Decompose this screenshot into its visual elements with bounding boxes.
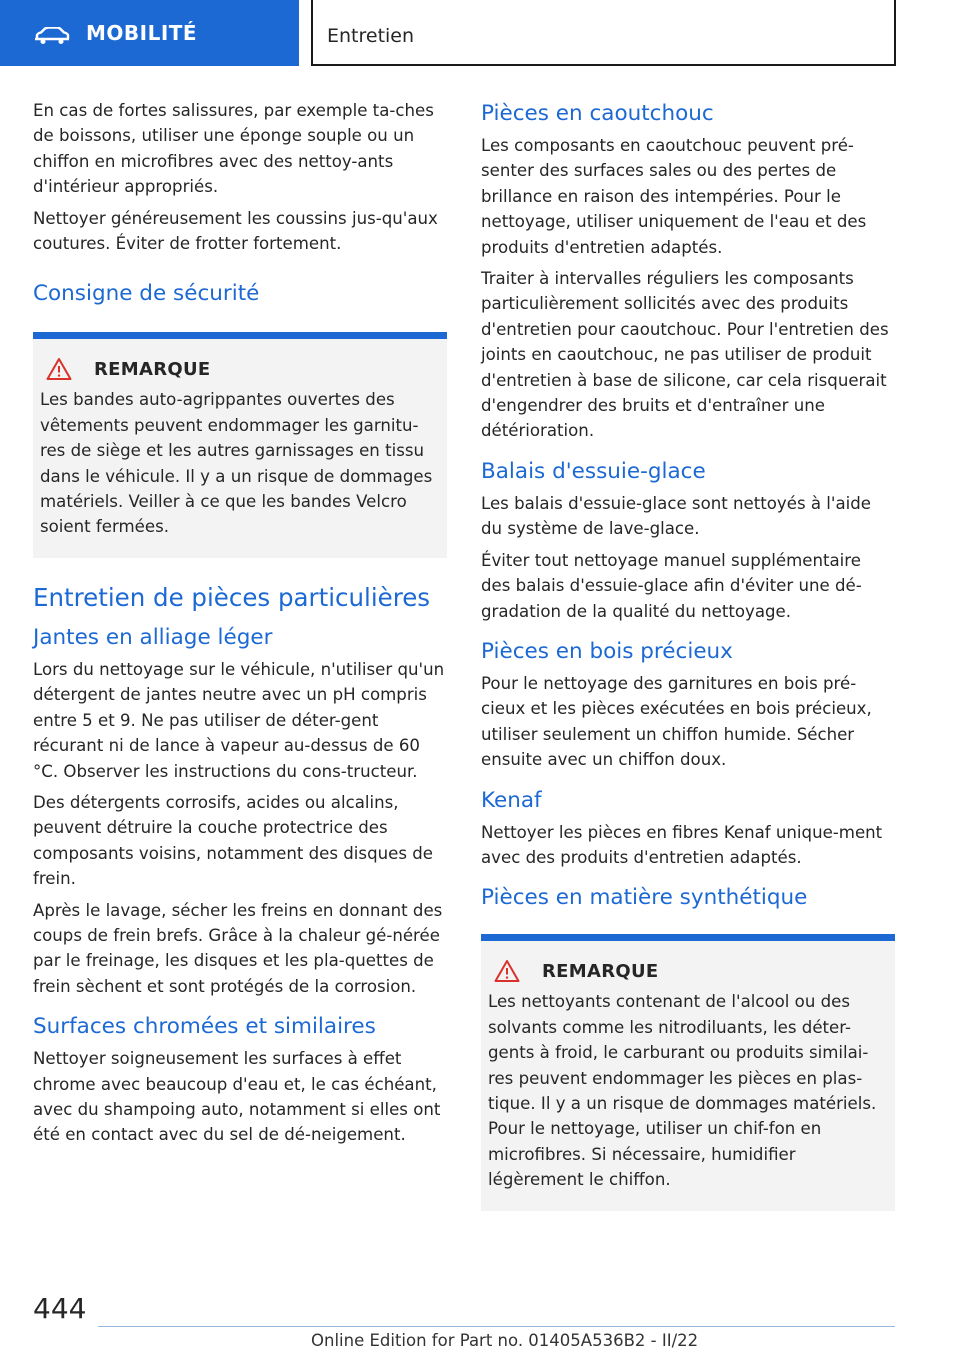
notice-title: REMARQUE xyxy=(94,358,211,380)
paragraph: Pour le nettoyage des garnitures en bois pré-cieux et les pièces exécutées en bois précieux, utiliser seulement un chiffon humide. Sécher ensuite avec un chiffon doux. xyxy=(481,673,872,770)
paragraph: Nettoyer généreusement les coussins jus-qu'aux coutures. Éviter de frotter fortement. xyxy=(33,208,438,254)
right-column xyxy=(481,98,895,1211)
header-tab-label: MOBILITÉ xyxy=(86,21,198,45)
section-heading: Entretien de pièces particulières xyxy=(33,582,431,612)
subheading-synthetic: Pièces en matière synthétique xyxy=(481,885,808,911)
subheading-wood: Pièces en bois précieux xyxy=(481,638,733,664)
notice-box xyxy=(33,332,447,557)
paragraph: Éviter tout nettoyage manuel supplémentaire des balais d'essuie-glace afin d'éviter une dé-gradation de la qualité du nettoyage. xyxy=(481,550,862,621)
subheading-alloy-wheels: Jantes en alliage léger xyxy=(33,624,273,650)
paragraph: En cas de fortes salissures, par exemple ta-ches de boissons, utiliser une éponge souple ou un chiffon en microfibres avec des nettoy-ants d'intérieur appropriés. xyxy=(33,101,434,197)
paragraph: Des détergents corrosifs, acides ou alcalins, peuvent détruire la couche protectrice des composants voisins, notamment des disques de frein. xyxy=(33,792,433,889)
paragraph: Après le lavage, sécher les freins en donnant des coups de frein brefs. Grâce à la chaleur gé-nérée par le freinage, les disques et les pla-quettes de frein sèchent et sont protégés de la corrosion. xyxy=(33,900,443,996)
notice-header xyxy=(40,357,440,381)
safety-heading: Consigne de sécurité xyxy=(33,281,260,307)
header-section-title: Entretien xyxy=(327,25,415,47)
paragraph: Les balais d'essuie-glace sont nettoyés à l'aide du système de lave-glace. xyxy=(481,493,872,539)
header-section-box xyxy=(311,0,896,66)
footer-divider xyxy=(98,1326,895,1327)
paragraph: Lors du nettoyage sur le véhicule, n'utiliser qu'un détergent de jantes neutre avec un pH compris entre 5 et 9. Ne pas utiliser de déter-gent récurant ni de lance à vapeur au-dessus de 60 °C. Observer les instructions du cons-tructeur. xyxy=(33,659,445,781)
notice-text: Les bandes auto-agrippantes ouvertes des vêtements peuvent endommager les garnitu-res de siège et les autres garnissages en tissu dans le véhicule. Il y a un risque de dommages matériels. Veiller à ce que les bandes Velcro soient fermées. xyxy=(40,390,433,537)
left-column xyxy=(33,98,447,1154)
paragraph: Nettoyer les pièces en fibres Kenaf unique-ment avec des produits d'entretien adaptés. xyxy=(481,822,883,867)
subheading-rubber: Pièces en caoutchouc xyxy=(481,101,714,126)
footer-edition-text: Online Edition for Part no. 01405A536B2 - II/22 xyxy=(311,1331,699,1350)
warning-triangle-icon xyxy=(494,959,520,983)
page-number: 444 xyxy=(33,1292,87,1325)
subheading-chrome: Surfaces chromées et similaires xyxy=(33,1014,376,1040)
subheading-kenaf: Kenaf xyxy=(481,787,542,813)
paragraph: Traiter à intervalles réguliers les composants particulièrement sollicités avec des produits d'entretien pour caoutchouc. Pour l'entretien des joints en caoutchouc, ne pas utiliser de produit d'entretien à base de silicone, car cela risquerait d'engendrer des bruits et d'entraîner une détérioration. xyxy=(481,269,889,441)
header-tab-mobilite[interactable] xyxy=(0,0,299,66)
notice-box xyxy=(481,934,895,1210)
paragraph: Nettoyer soigneusement les surfaces à effet chrome avec beaucoup d'eau et, le cas échéant, avec du shampoing auto, notamment si elles ont été en contact avec du sel de dé-neigement. xyxy=(33,1049,441,1145)
notice-header xyxy=(488,959,888,983)
subheading-wipers: Balais d'essuie-glace xyxy=(481,458,706,484)
notice-title: REMARQUE xyxy=(542,960,659,982)
paragraph: Les composants en caoutchouc peuvent pré-senter des surfaces sales ou des pertes de brillance en raison des intempéries. Pour le nettoyage, utiliser uniquement de l'eau et des produits d'entretien adaptés. xyxy=(481,136,867,257)
warning-triangle-icon xyxy=(46,357,72,381)
notice-text: Les nettoyants contenant de l'alcool ou des solvants comme les nitrodiluants, les déter-gents à froid, le carburant ou produits similai-res peuvent endommager les pièces en plas-tique. Il y a un risque de dommages matériels. Pour le nettoyage, utiliser un chif-fon en microfibres. Si nécessaire, humidifier légèrement le chiffon. xyxy=(488,992,877,1190)
car-icon xyxy=(34,27,70,45)
